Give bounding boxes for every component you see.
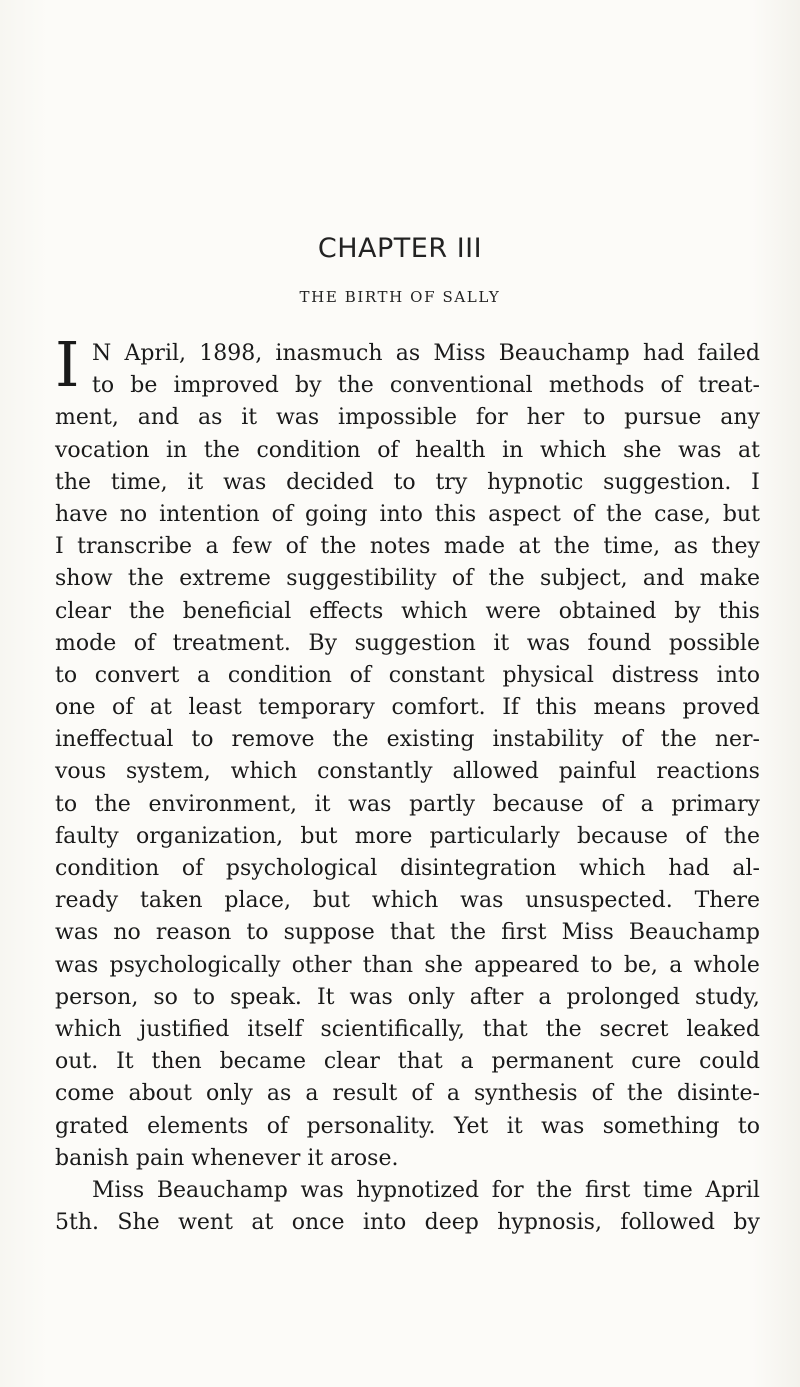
- text-line: Miss Beauchamp was hypnotized for the first time April: [92, 1177, 760, 1203]
- text-line: faulty organization, but more particularly because of the: [55, 823, 760, 849]
- text-line: N April, 1898, inasmuch as Miss Beauchamp had failed: [92, 341, 760, 366]
- text-line: banish pain whenever it arose.: [55, 1145, 399, 1171]
- text-line: mode of treatment. By suggestion it was found possible: [55, 630, 760, 656]
- text-line: I transcribe a few of the notes made at the time, as they: [55, 534, 760, 560]
- text-line: clear the beneficial effects which were obtained by this: [55, 598, 760, 624]
- text-line: come about only as a result of a synthesis of the disinte-: [55, 1081, 760, 1107]
- chapter-subtitle: THE BIRTH OF SALLY: [299, 288, 501, 306]
- text-line: was psychologically other than she appeared to be, a whole: [55, 952, 760, 978]
- text-line: was no reason to suppose that the first Miss Beauchamp: [55, 920, 760, 946]
- text-line: vous system, which constantly allowed painful reactions: [55, 759, 760, 785]
- text-line: person, so to speak. It was only after a prolonged study,: [55, 984, 760, 1010]
- text-line: which justified itself scientifically, that the secret leaked: [55, 1016, 760, 1042]
- text-line: grated elements of personality. Yet it was something to: [55, 1113, 760, 1139]
- text-line: the time, it was decided to try hypnotic suggestion. I: [55, 469, 760, 495]
- text-line: one of at least temporary comfort. If this means proved: [55, 695, 760, 721]
- text-line: have no intention of going into this aspect of the case, but: [55, 501, 760, 527]
- drop-cap: I: [55, 328, 80, 401]
- text-line: condition of psychological disintegration which had al-: [55, 856, 760, 881]
- text-line: vocation in the condition of health in which she was at: [55, 437, 760, 463]
- text-line: show the extreme suggestibility of the subject, and make: [55, 566, 760, 592]
- text-line: ment, and as it was impossible for her to pursue any: [55, 405, 760, 431]
- text-line: 5th. She went at once into deep hypnosis, followed by: [55, 1210, 760, 1236]
- text-line: to convert a condition of constant physical distress into: [55, 662, 760, 688]
- text-line: ineffectual to remove the existing instability of the ner-: [55, 727, 760, 753]
- body-text: [55, 338, 760, 1239]
- chapter-title: CHAPTER III: [317, 233, 483, 264]
- text-line: to be improved by the conventional methods of treat-: [92, 373, 760, 399]
- text-line: to the environment, it was partly because of a primary: [55, 791, 760, 817]
- text-line: ready taken place, but which was unsuspected. There: [55, 888, 760, 914]
- text-line: out. It then became clear that a permanent cure could: [55, 1049, 760, 1075]
